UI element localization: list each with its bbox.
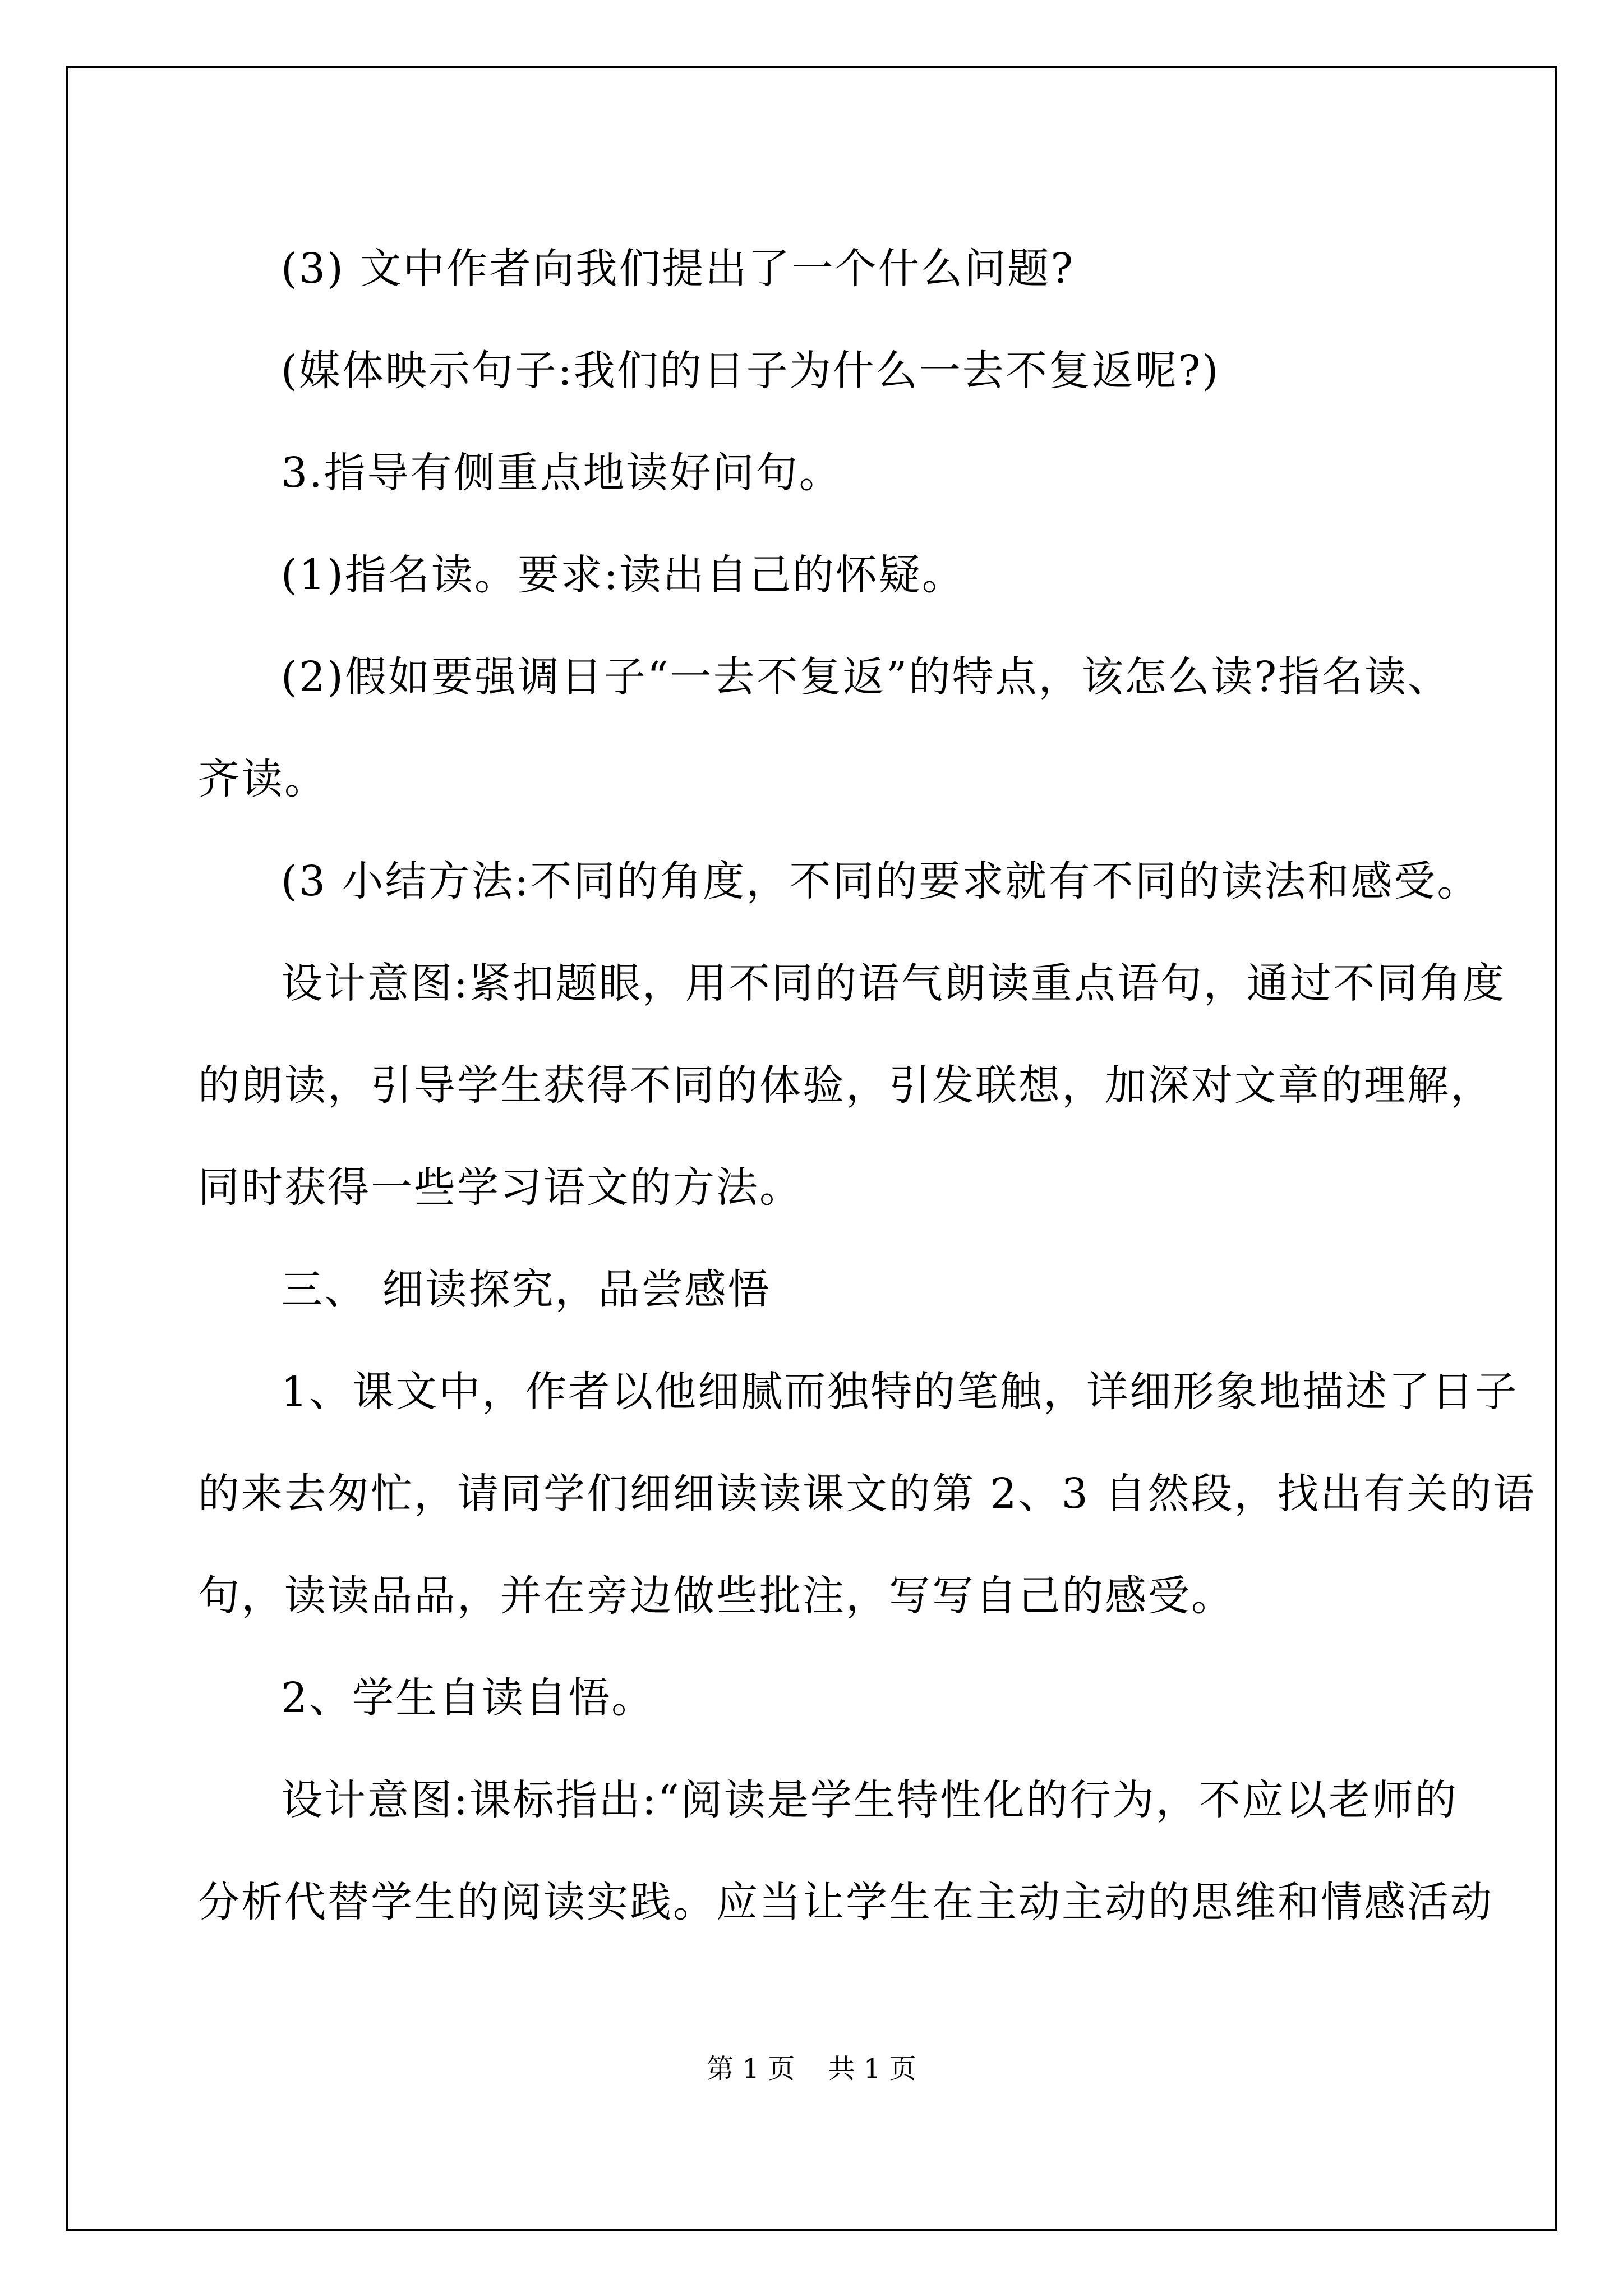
paragraph-continuation: 分析代替学生的阅读实践。应当让学生在主动主动的思维和情感活动 (198, 1878, 1493, 1926)
step-item: (1)指名读。要求:读出自己的怀疑。 (281, 551, 965, 599)
step-item: (3 小结方法:不同的角度，不同的要求就有不同的读法和感受。 (281, 857, 1481, 905)
question-line: (3) 文中作者向我们提出了一个什么问题? (281, 245, 1075, 293)
paragraph-continuation: 的来去匆忙，请同学们细细读读课文的第 2、3 自然段，找出有关的语 (198, 1470, 1537, 1518)
step-heading: 3.指导有侧重点地读好问句。 (281, 449, 842, 497)
paragraph-continuation: 同时获得一些学习语文的方法。 (198, 1163, 803, 1212)
paragraph-continuation: 句，读读品品，并在旁边做些批注，写写自己的感受。 (198, 1572, 1234, 1620)
paragraph-continuation: 的朗读，引导学生获得不同的体验，引发联想，加深对文章的理解， (198, 1061, 1493, 1110)
section-heading: 三、 细读探究，品尝感悟 (281, 1266, 771, 1314)
activity-paragraph: 1、课文中，作者以他细腻而独特的笔触，详细形象地描述了日子 (281, 1368, 1519, 1416)
page-footer (0, 2052, 1623, 2086)
step-item: (2)假如要强调日子“一去不复返”的特点，该怎么读?指名读、 (281, 653, 1451, 701)
activity-paragraph: 2、学生自读自悟。 (281, 1674, 655, 1722)
paragraph-continuation: 齐读。 (198, 755, 328, 803)
page-total: 共 1 页 (828, 2053, 916, 2085)
design-intent-paragraph: 设计意图:紧扣题眼，用不同的语气朗读重点语句，通过不同角度 (281, 959, 1506, 1007)
document-body (198, 218, 1537, 1953)
design-intent-paragraph: 设计意图:课标指出:“阅读是学生特性化的行为，不应以老师的 (281, 1776, 1458, 1824)
media-sentence-line: (媒体映示句子:我们的日子为什么一去不复返呢?) (281, 347, 1220, 395)
page-number: 第 1 页 (707, 2053, 795, 2085)
